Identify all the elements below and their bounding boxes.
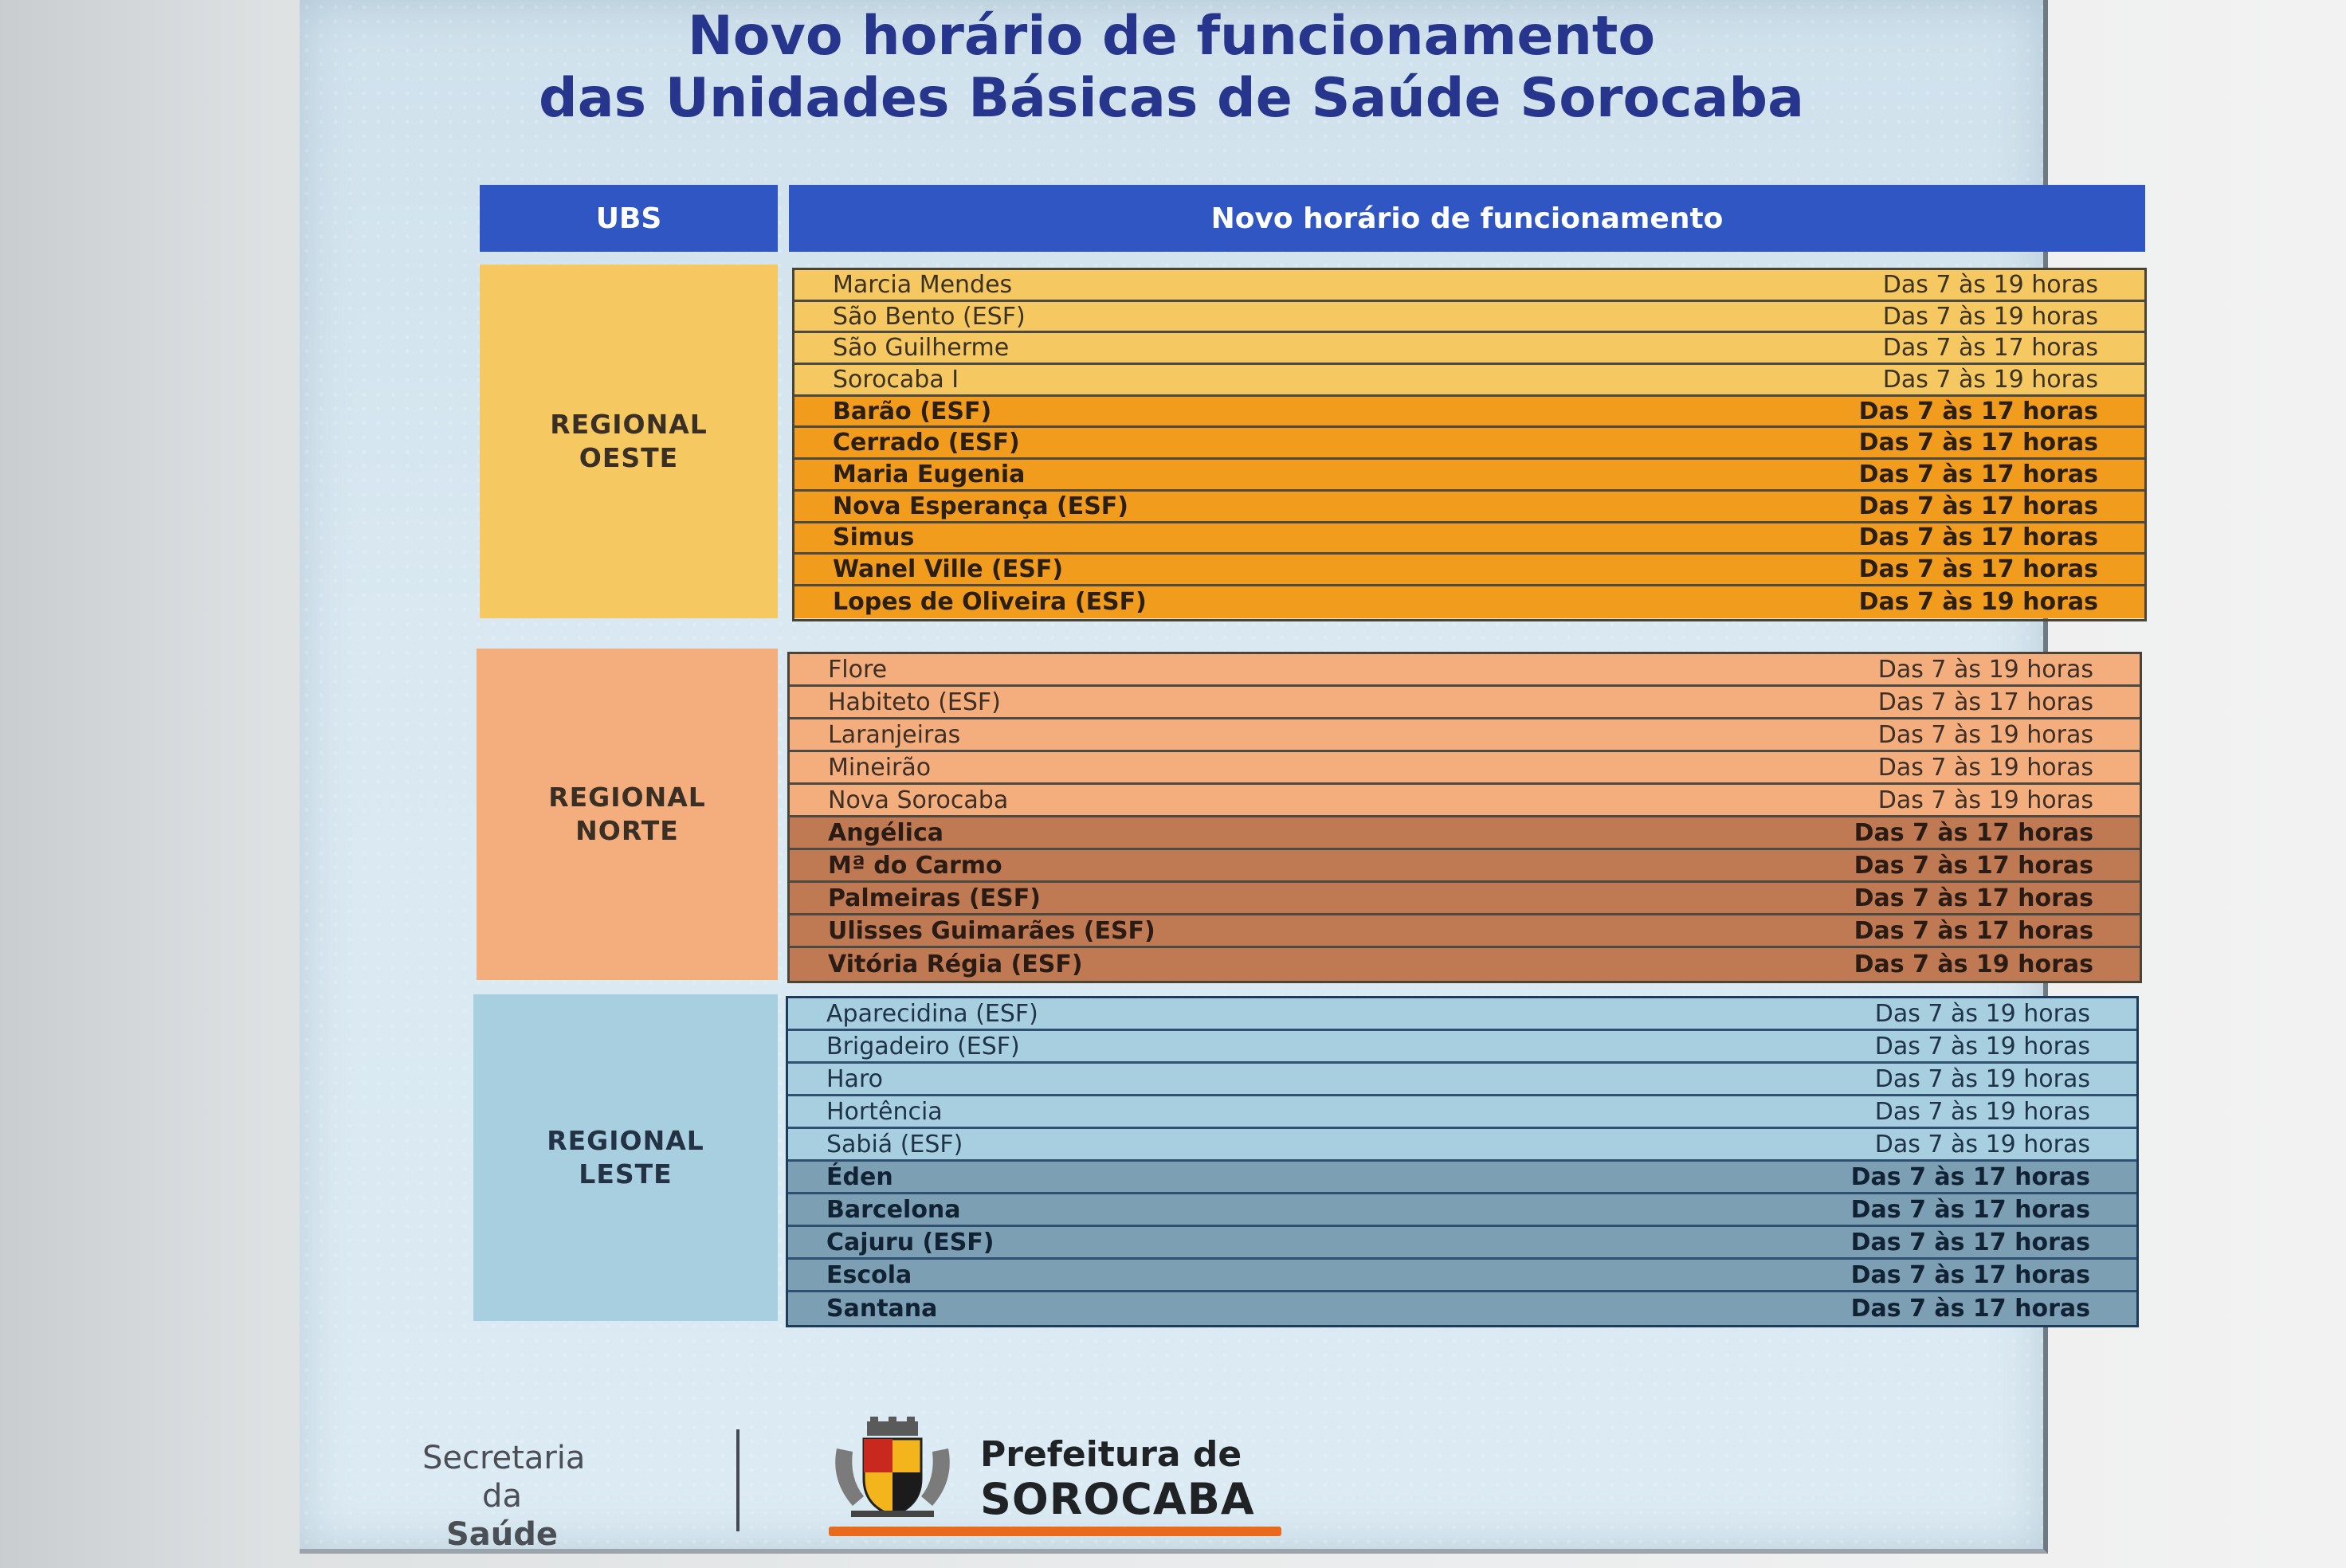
secretaria-line1: Secretaria da [422,1440,586,1515]
ubs-name: Cajuru (ESF) [826,1228,994,1256]
ubs-hours: Das 7 às 19 horas [1877,786,2093,814]
region-label-norte [477,649,778,980]
ubs-name: São Bento (ESF) [833,302,1026,331]
ubs-hours: Das 7 às 19 horas [1874,1097,2090,1126]
ubs-name: Aparecidina (ESF) [826,999,1038,1028]
ubs-list-leste [786,996,2139,1327]
ubs-hours: Das 7 às 17 horas [1850,1294,2090,1323]
table-row [790,785,2140,817]
brand-underline [829,1527,1281,1536]
page-title-line2: das Unidades Básicas de Saúde Sorocaba [539,67,1804,130]
ubs-name: Nova Esperança (ESF) [833,492,1129,520]
ubs-name: Flore [828,655,888,684]
ubs-name: São Guilherme [833,334,1010,363]
table-row [788,1129,2136,1162]
ubs-name: Ulisses Guimarães (ESF) [828,916,1155,945]
ubs-hours: Das 7 às 17 horas [1854,818,2093,847]
ubs-name: Mineirão [828,753,932,782]
table-row [794,333,2144,365]
table-row [794,523,2144,555]
ubs-hours: Das 7 às 17 horas [1850,1228,2090,1256]
ubs-name: Hortência [826,1097,943,1126]
table-row [788,1194,2136,1227]
table-row [790,752,2140,785]
region-label-oeste [480,265,778,618]
ubs-hours: Das 7 às 17 horas [1858,460,2098,488]
page-title-line1: Novo horário de funcionamento [687,5,1656,68]
secretaria-saude-logo [422,1439,586,1554]
ubs-name: Habiteto (ESF) [828,688,1001,716]
ubs-name: Brigadeiro (ESF) [826,1032,1020,1060]
region-label-line1: REGIONAL [550,409,708,440]
table-row [790,719,2140,752]
table-row [790,687,2140,719]
region-label-line2: NORTE [575,815,679,846]
ubs-hours: Das 7 às 17 horas [1858,429,2098,457]
table-row [794,460,2144,492]
ubs-hours: Das 7 às 19 horas [1877,753,2093,782]
ubs-hours: Das 7 às 19 horas [1858,588,2098,617]
ubs-hours: Das 7 às 19 horas [1877,655,2093,684]
ubs-name: Barcelona [826,1195,961,1224]
prefeitura-line2: SOROCABA [980,1474,1255,1524]
ubs-name: Palmeiras (ESF) [828,884,1041,912]
footer-divider [736,1429,740,1531]
ubs-hours: Das 7 às 19 horas [1854,951,2093,978]
prefeitura-logo [980,1434,1255,1523]
ubs-hours: Das 7 às 17 horas [1850,1260,2090,1289]
ubs-name: Wanel Ville (ESF) [833,555,1064,584]
ubs-name: Sabiá (ESF) [826,1130,963,1158]
ubs-name: Lopes de Oliveira (ESF) [833,588,1147,617]
table-row [790,883,2140,915]
table-row [794,270,2144,302]
ubs-name: Haro [826,1064,883,1093]
ubs-hours: Das 7 às 17 horas [1877,688,2093,716]
ubs-hours: Das 7 às 17 horas [1850,1162,2090,1191]
table-row [790,915,2140,948]
table-header-ubs: UBS [480,185,778,252]
ubs-hours: Das 7 às 19 horas [1874,1064,2090,1093]
table-row [794,492,2144,523]
ubs-hours: Das 7 às 19 horas [1882,302,2098,331]
ubs-hours: Das 7 às 17 horas [1858,555,2098,584]
ubs-name: Marcia Mendes [833,270,1013,299]
ubs-name: Laranjeiras [828,720,961,749]
ubs-hours: Das 7 às 17 horas [1858,523,2098,552]
ubs-name: Nova Sorocaba [828,786,1009,814]
ubs-hours: Das 7 às 17 horas [1850,1195,2090,1224]
region-label-line1: REGIONAL [548,782,706,813]
ubs-hours: Das 7 às 17 horas [1858,492,2098,520]
ubs-list-oeste [792,268,2147,621]
table-row [788,998,2136,1031]
secretaria-line2: Saúde [445,1516,559,1553]
ubs-name: Escola [826,1260,912,1289]
ubs-hours: Das 7 às 17 horas [1882,334,2098,363]
screen-display [300,0,2098,1554]
table-row [788,1162,2136,1194]
ubs-hours: Das 7 às 19 horas [1882,365,2098,394]
table-row [788,1260,2136,1292]
ubs-hours: Das 7 às 17 horas [1854,884,2093,912]
ubs-name: Santana [826,1294,938,1323]
ubs-name: Éden [826,1162,893,1191]
table-row [788,1064,2136,1096]
table-row [790,817,2140,850]
table-row [794,586,2144,618]
ubs-hours: Das 7 às 19 horas [1882,270,2098,299]
ubs-name: Maria Eugenia [833,460,1026,488]
region-label-leste [473,994,778,1321]
ubs-name: Simus [833,523,915,552]
ubs-hours: Das 7 às 17 horas [1854,916,2093,945]
table-row [794,365,2144,397]
table-row [788,1031,2136,1064]
ubs-name: Angélica [828,818,944,847]
ubs-hours: Das 7 às 19 horas [1877,720,2093,749]
region-label-line1: REGIONAL [547,1125,704,1156]
table-row [790,654,2140,687]
city-crest-icon [829,1417,956,1520]
ubs-name: Sorocaba I [833,365,959,394]
table-row [788,1292,2136,1325]
ubs-name: Cerrado (ESF) [833,429,1020,457]
table-row [788,1096,2136,1129]
ubs-hours: Das 7 às 19 horas [1874,1032,2090,1060]
table-row [790,948,2140,981]
ubs-hours: Das 7 às 19 horas [1874,999,2090,1028]
ubs-name: Barão (ESF) [833,397,992,425]
ubs-hours: Das 7 às 17 horas [1854,851,2093,880]
table-row [788,1227,2136,1260]
table-header-horario: Novo horário de funcionamento [789,185,2145,252]
ubs-name: Vitória Régia (ESF) [828,951,1083,978]
ubs-name: Mª do Carmo [828,851,1002,880]
region-label-line2: OESTE [579,442,679,473]
table-row [794,428,2144,460]
region-label-line2: LESTE [579,1158,673,1190]
ubs-list-norte [787,652,2142,983]
table-row [794,302,2144,334]
table-row [794,397,2144,429]
ubs-hours: Das 7 às 17 horas [1858,397,2098,425]
table-row [794,555,2144,586]
ubs-hours: Das 7 às 19 horas [1874,1130,2090,1158]
table-row [790,850,2140,883]
prefeitura-line1: Prefeitura de [980,1434,1242,1475]
